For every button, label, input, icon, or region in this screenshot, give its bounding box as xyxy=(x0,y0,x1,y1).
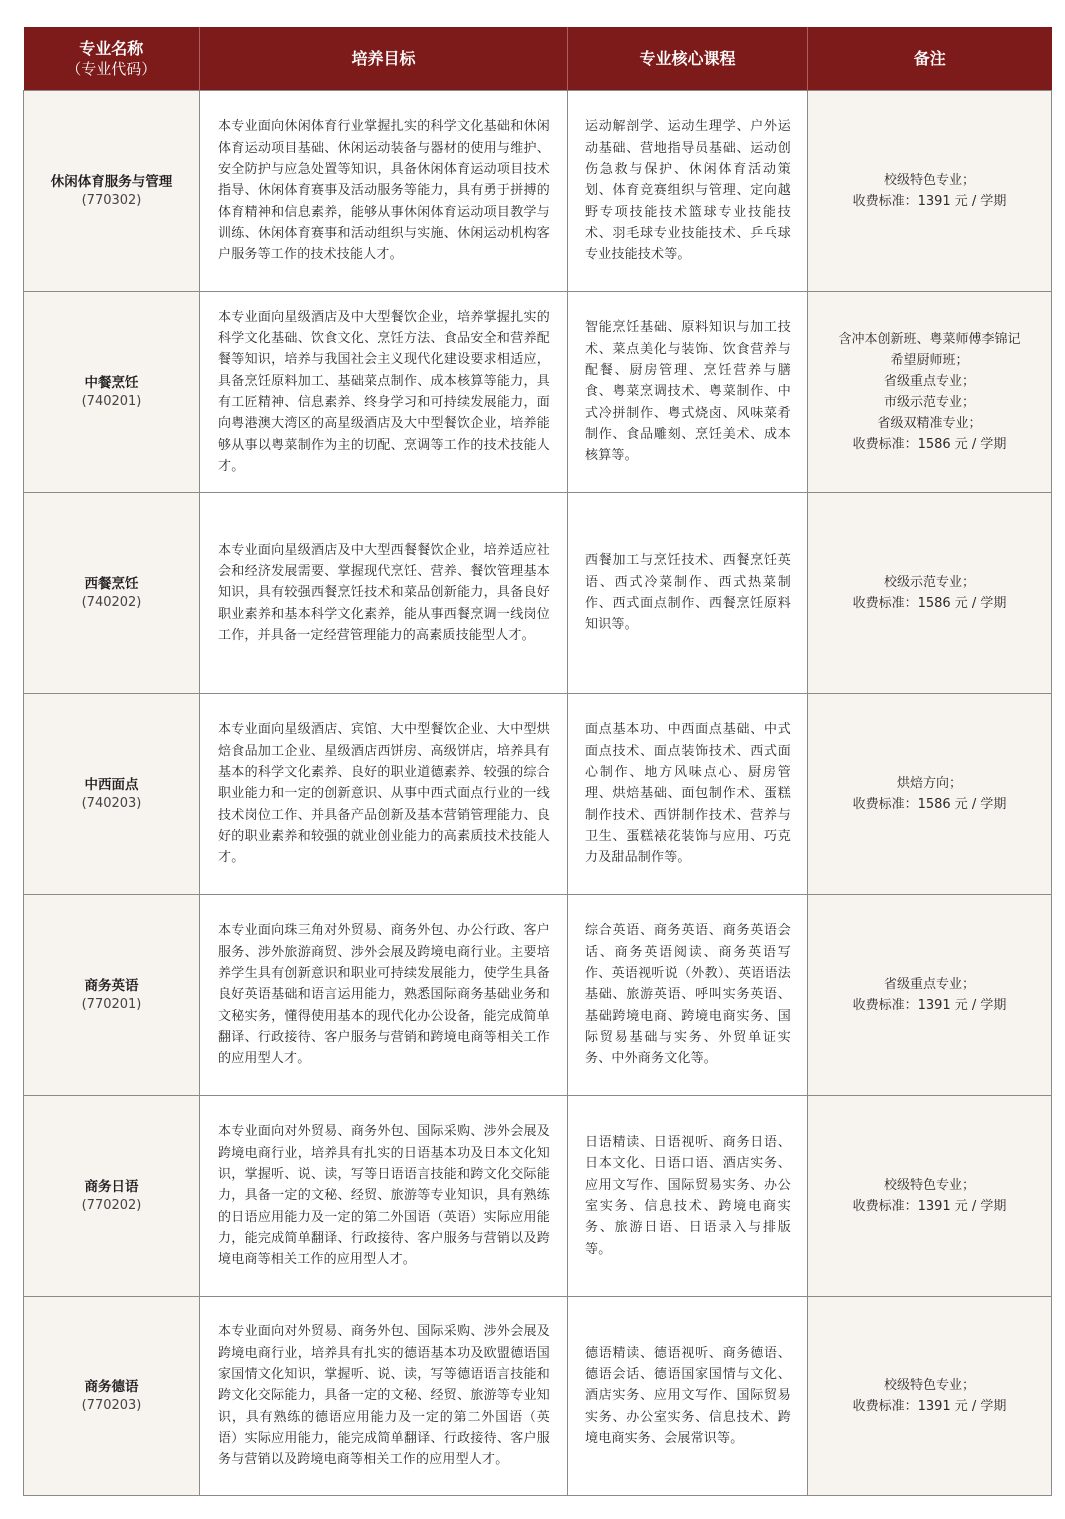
remark-line: 省级双精准专业； xyxy=(877,416,982,431)
remarks-cell xyxy=(808,91,1052,292)
remark-line: 烘焙方向； xyxy=(896,776,962,791)
core-courses-cell xyxy=(568,493,808,694)
major-name: 商务英语 xyxy=(84,977,139,994)
remark-line: 校级特色专业； xyxy=(883,1178,975,1193)
core-courses-text: 德语精读、德语视听、商务德语、德语会话、德语国家国情与文化、酒店实务、应用文写作、国际贸易实务、办公室实务、信息技术、跨境电商实务、会展常识等。 xyxy=(585,1345,791,1446)
table-row xyxy=(24,895,1052,1096)
major-code: (770302) xyxy=(81,192,142,208)
table-header xyxy=(24,27,1052,91)
header-training-goal: 培养目标 xyxy=(200,27,568,91)
remark-line: 市级示范专业； xyxy=(883,395,975,410)
core-courses-text: 面点基本功、中西面点基础、中式面点技术、面点装饰技术、西式面心制作、地方风味点心、厨房管理、烘焙基础、面包制作术、蛋糕制作技术、西饼制作技术、营养与卫生、蛋糕裱花装饰与应用、巧克力及甜品制作等。 xyxy=(585,722,791,866)
remark-line: 校级特色专业； xyxy=(883,1378,975,1393)
major-cell xyxy=(24,91,200,292)
training-goal-cell xyxy=(200,1096,568,1297)
remark-line: 收费标准：1586 元 / 学期 xyxy=(852,437,1007,452)
core-courses-text: 运动解剖学、运动生理学、户外运动基础、营地指导员基础、运动创伤急救与保护、休闲体育活动策划、体育竞赛组织与管理、定向越野专项技能技术篮球专业技能技术、羽毛球专业技能技术、乒乓球专业技能技术等。 xyxy=(585,119,791,263)
header-core-courses: 专业核心课程 xyxy=(568,27,808,91)
remark-line: 省级重点专业； xyxy=(883,374,975,389)
header-remarks: 备注 xyxy=(808,27,1052,91)
training-goal-text: 本专业面向对外贸易、商务外包、国际采购、涉外会展及跨境电商行业，培养具有扎实的德语基本功及欧盟德语国家国情文化知识，掌握听、说、读，写等德语语言技能和跨文化交际能力，具备一定的文秘、经贸、旅游等专业知识，具有熟练的德语应用能力及一定的第二外国语（英语）实际应用能力，能完成简单翻译、行政接待、客户服务与营销以及跨境电商等相关工作的应用型人才。 xyxy=(218,1324,550,1468)
table-row xyxy=(24,493,1052,694)
major-cell xyxy=(24,694,200,895)
core-courses-cell xyxy=(568,694,808,895)
training-goal-cell xyxy=(200,1297,568,1496)
training-goal-text: 本专业面向珠三角对外贸易、商务外包、办公行政、客户服务、涉外旅游商贸、涉外会展及跨境电商行业。主要培养学生具有创新意识和职业可持续发展能力，使学生具备良好英语基础和语言运用能力，熟悉国际商务基础业务和文秘实务，懂得使用基本的现代化办公设备，能完成简单翻译、行政接待、客户服务与营销和跨境电商等相关工作的应用型人才。 xyxy=(218,923,550,1067)
majors-table xyxy=(23,27,1052,1496)
major-cell xyxy=(24,493,200,694)
remark-line: 希望厨师班； xyxy=(890,353,969,368)
major-cell xyxy=(24,1096,200,1297)
training-goal-text: 本专业面向对外贸易、商务外包、国际采购、涉外会展及跨境电商行业，培养具有扎实的日语基本功及日本文化知识，掌握听、说、读，写等日语语言技能和跨文化交际能力，具备一定的文秘、经贸、旅游等专业知识，具有熟练的日语应用能力及一定的第二外国语（英语）实际应用能力，能完成简单翻译、行政接待、客户服务与营销以及跨境电商等相关工作的应用型人才。 xyxy=(218,1124,550,1268)
training-goal-text: 本专业面向星级酒店及中大型西餐餐饮企业，培养适应社会和经济发展需要、掌握现代烹饪、营养、餐饮管理基本知识，具有较强西餐烹饪技术和菜品创新能力，具备良好职业素养和基本科学文化素养，能从事西餐烹调一线岗位工作，并具备一定经营管理能力的高素质技能型人才。 xyxy=(218,542,550,643)
remark-line: 收费标准：1586 元 / 学期 xyxy=(852,596,1007,611)
major-code: (740203) xyxy=(81,795,142,811)
major-name: 中西面点 xyxy=(84,776,139,793)
core-courses-cell xyxy=(568,895,808,1096)
major-name: 西餐烹饪 xyxy=(84,575,139,592)
remark-line: 收费标准：1391 元 / 学期 xyxy=(852,1399,1007,1414)
major-code: (740201) xyxy=(81,393,142,409)
major-name: 休闲体育服务与管理 xyxy=(50,173,173,190)
training-goal-cell xyxy=(200,895,568,1096)
core-courses-cell xyxy=(568,292,808,493)
major-code: (770202) xyxy=(81,1197,142,1213)
header-row xyxy=(24,27,1052,91)
training-goal-cell xyxy=(200,493,568,694)
major-name: 中餐烹饪 xyxy=(84,374,139,391)
remark-line: 校级示范专业； xyxy=(883,575,975,590)
table-row xyxy=(24,694,1052,895)
remarks-cell xyxy=(808,1096,1052,1297)
training-goal-cell xyxy=(200,91,568,292)
remarks-cell xyxy=(808,895,1052,1096)
table-row xyxy=(24,91,1052,292)
core-courses-text: 智能烹饪基础、原料知识与加工技术、菜点美化与装饰、饮食营养与配餐、厨房管理、烹饪营养与膳食、粤菜烹调技术、粤菜制作、中式冷拼制作、粤式烧卤、风味菜肴制作、食品雕刻、烹饪美术、成本核算等。 xyxy=(585,320,791,464)
core-courses-text: 日语精读、日语视听、商务日语、日本文化、日语口语、酒店实务、应用文写作、国际贸易实务、办公室实务、信息技术、跨境电商实务、旅游日语、日语录入与排版等。 xyxy=(585,1135,791,1257)
major-code: (770203) xyxy=(81,1397,142,1413)
training-goal-text: 本专业面向星级酒店、宾馆、大中型餐饮企业、大中型烘焙食品加工企业、星级酒店西饼房、高级饼店，培养具有基本的科学文化素养、良好的职业道德素养、较强的综合职业能力和一定的创新意识、从事中西式面点行业的一线技术岗位工作、并具备产品创新及基本营销管理能力、良好的职业素养和较强的就业创业能力的高素质技术技能人才。 xyxy=(218,722,550,866)
remark-line: 收费标准：1391 元 / 学期 xyxy=(852,998,1007,1013)
header-major-name xyxy=(24,27,200,91)
table-row xyxy=(24,1297,1052,1496)
remarks-cell xyxy=(808,694,1052,895)
core-courses-text: 西餐加工与烹饪技术、西餐烹饪英语、西式冷菜制作、西式热菜制作、西式面点制作、西餐烹饪原料知识等。 xyxy=(585,553,791,633)
remark-line: 省级重点专业； xyxy=(883,977,975,992)
remark-line: 校级特色专业； xyxy=(883,173,975,188)
remark-line: 收费标准：1391 元 / 学期 xyxy=(852,1199,1007,1214)
table-row xyxy=(24,1096,1052,1297)
major-name: 商务德语 xyxy=(84,1378,139,1395)
major-code: (770201) xyxy=(81,996,142,1012)
core-courses-cell xyxy=(568,1096,808,1297)
major-code: (740202) xyxy=(81,594,142,610)
training-goal-text: 本专业面向星级酒店及中大型餐饮企业，培养掌握扎实的科学文化基础、饮食文化、烹饪方法、食品安全和营养配餐等知识，培养与我国社会主义现代化建设要求相适应，具备烹饪原料加工、基础菜点制作、成本核算等能力，具有工匠精神、信息素养、终身学习和可持续发展能力，面向粤港澳大湾区的高星级酒店及大中型餐饮企业，培养能够从事以粤菜制作为主的切配、烹调等工作的技术技能人才。 xyxy=(218,309,550,474)
header-major-name-label: 专业名称 xyxy=(79,38,144,58)
major-cell xyxy=(24,1297,200,1496)
table-body xyxy=(24,91,1052,1496)
core-courses-cell xyxy=(568,1297,808,1496)
training-goal-cell xyxy=(200,694,568,895)
major-cell xyxy=(24,292,200,493)
majors-table-container xyxy=(23,27,1051,1496)
major-name: 商务日语 xyxy=(84,1178,139,1195)
core-courses-text: 综合英语、商务英语、商务英语会话、商务英语阅读、商务英语写作、英语视听说（外教）、英语语法基础、旅游英语、呼叫实务英语、基础跨境电商、跨境电商实务、国际贸易基础与实务、外贸单证实务、中外商务文化等。 xyxy=(585,923,791,1067)
remarks-cell xyxy=(808,1297,1052,1496)
header-major-code-label: （专业代码） xyxy=(66,59,157,78)
training-goal-text: 本专业面向休闲体育行业掌握扎实的科学文化基础和休闲体育运动项目基础、休闲运动装备与器材的使用与维护、安全防护与应急处置等知识，具备休闲体育运动项目技术指导、休闲体育赛事及活动服务等能力，具有勇于拼搏的体育精神和信息素养，能够从事休闲体育运动项目教学与训练、休闲体育赛事和活动组织与实施、休闲运动机构客户服务等工作的技术技能人才。 xyxy=(218,119,550,263)
remark-line: 含冲本创新班、粤菜师傅李锦记 xyxy=(838,332,1021,347)
table-row xyxy=(24,292,1052,493)
remarks-cell xyxy=(808,493,1052,694)
core-courses-cell xyxy=(568,91,808,292)
major-cell xyxy=(24,895,200,1096)
remark-line: 收费标准：1586 元 / 学期 xyxy=(852,797,1007,812)
remarks-cell xyxy=(808,292,1052,493)
remark-line: 收费标准：1391 元 / 学期 xyxy=(852,194,1007,209)
training-goal-cell xyxy=(200,292,568,493)
